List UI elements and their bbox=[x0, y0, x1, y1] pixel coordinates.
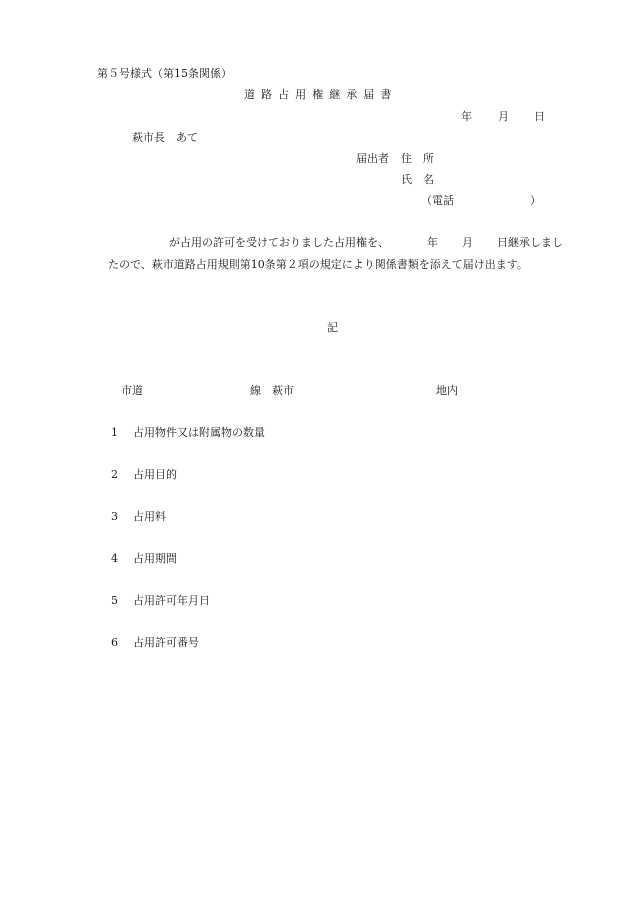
item-label: 占用許可年月日 bbox=[133, 594, 210, 607]
date-day-label: 日 bbox=[534, 110, 545, 123]
phone-open-label: （電話 bbox=[421, 194, 454, 207]
body-line1-year: 年 bbox=[427, 236, 438, 249]
item-number: 5 bbox=[111, 594, 118, 607]
ki-heading: 記 bbox=[327, 321, 338, 334]
item-number: 1 bbox=[111, 426, 118, 439]
item-number: 3 bbox=[111, 510, 118, 523]
name-label: 氏 名 bbox=[401, 173, 434, 186]
city-road-label: 市道 bbox=[121, 384, 143, 397]
district-label: 地内 bbox=[436, 384, 458, 397]
item-label: 占用期間 bbox=[133, 552, 177, 565]
item-label: 占用料 bbox=[133, 510, 166, 523]
item-number: 2 bbox=[111, 468, 118, 481]
item-label: 占用許可番号 bbox=[133, 636, 199, 649]
body-line1-month: 月 bbox=[462, 236, 473, 249]
applicant-label: 届出者 bbox=[356, 152, 389, 165]
form-number: 第５号様式（第15条関係） bbox=[97, 67, 232, 80]
item-label: 占用目的 bbox=[133, 468, 177, 481]
item-number: 6 bbox=[111, 636, 118, 649]
document-title: 道路占用権継承届書 bbox=[244, 88, 398, 101]
item-label: 占用物件又は附属物の数量 bbox=[133, 426, 265, 439]
line-city-label: 線 萩市 bbox=[250, 384, 294, 397]
addressee: 萩市長 あて bbox=[132, 131, 198, 144]
date-year-label: 年 bbox=[461, 110, 472, 123]
item-number: 4 bbox=[111, 552, 118, 565]
body-line2-text: たので、萩市道路占用規則第10条第２項の規定により関係書類を添えて届け出ます。 bbox=[108, 258, 528, 271]
body-line1-text: が占用の許可を受けておりました占用権を、 bbox=[169, 236, 389, 249]
date-month-label: 月 bbox=[498, 110, 509, 123]
address-label: 住 所 bbox=[401, 152, 434, 165]
body-line1-end: 日継承しまし bbox=[497, 236, 563, 249]
phone-close-paren: ） bbox=[530, 194, 541, 207]
